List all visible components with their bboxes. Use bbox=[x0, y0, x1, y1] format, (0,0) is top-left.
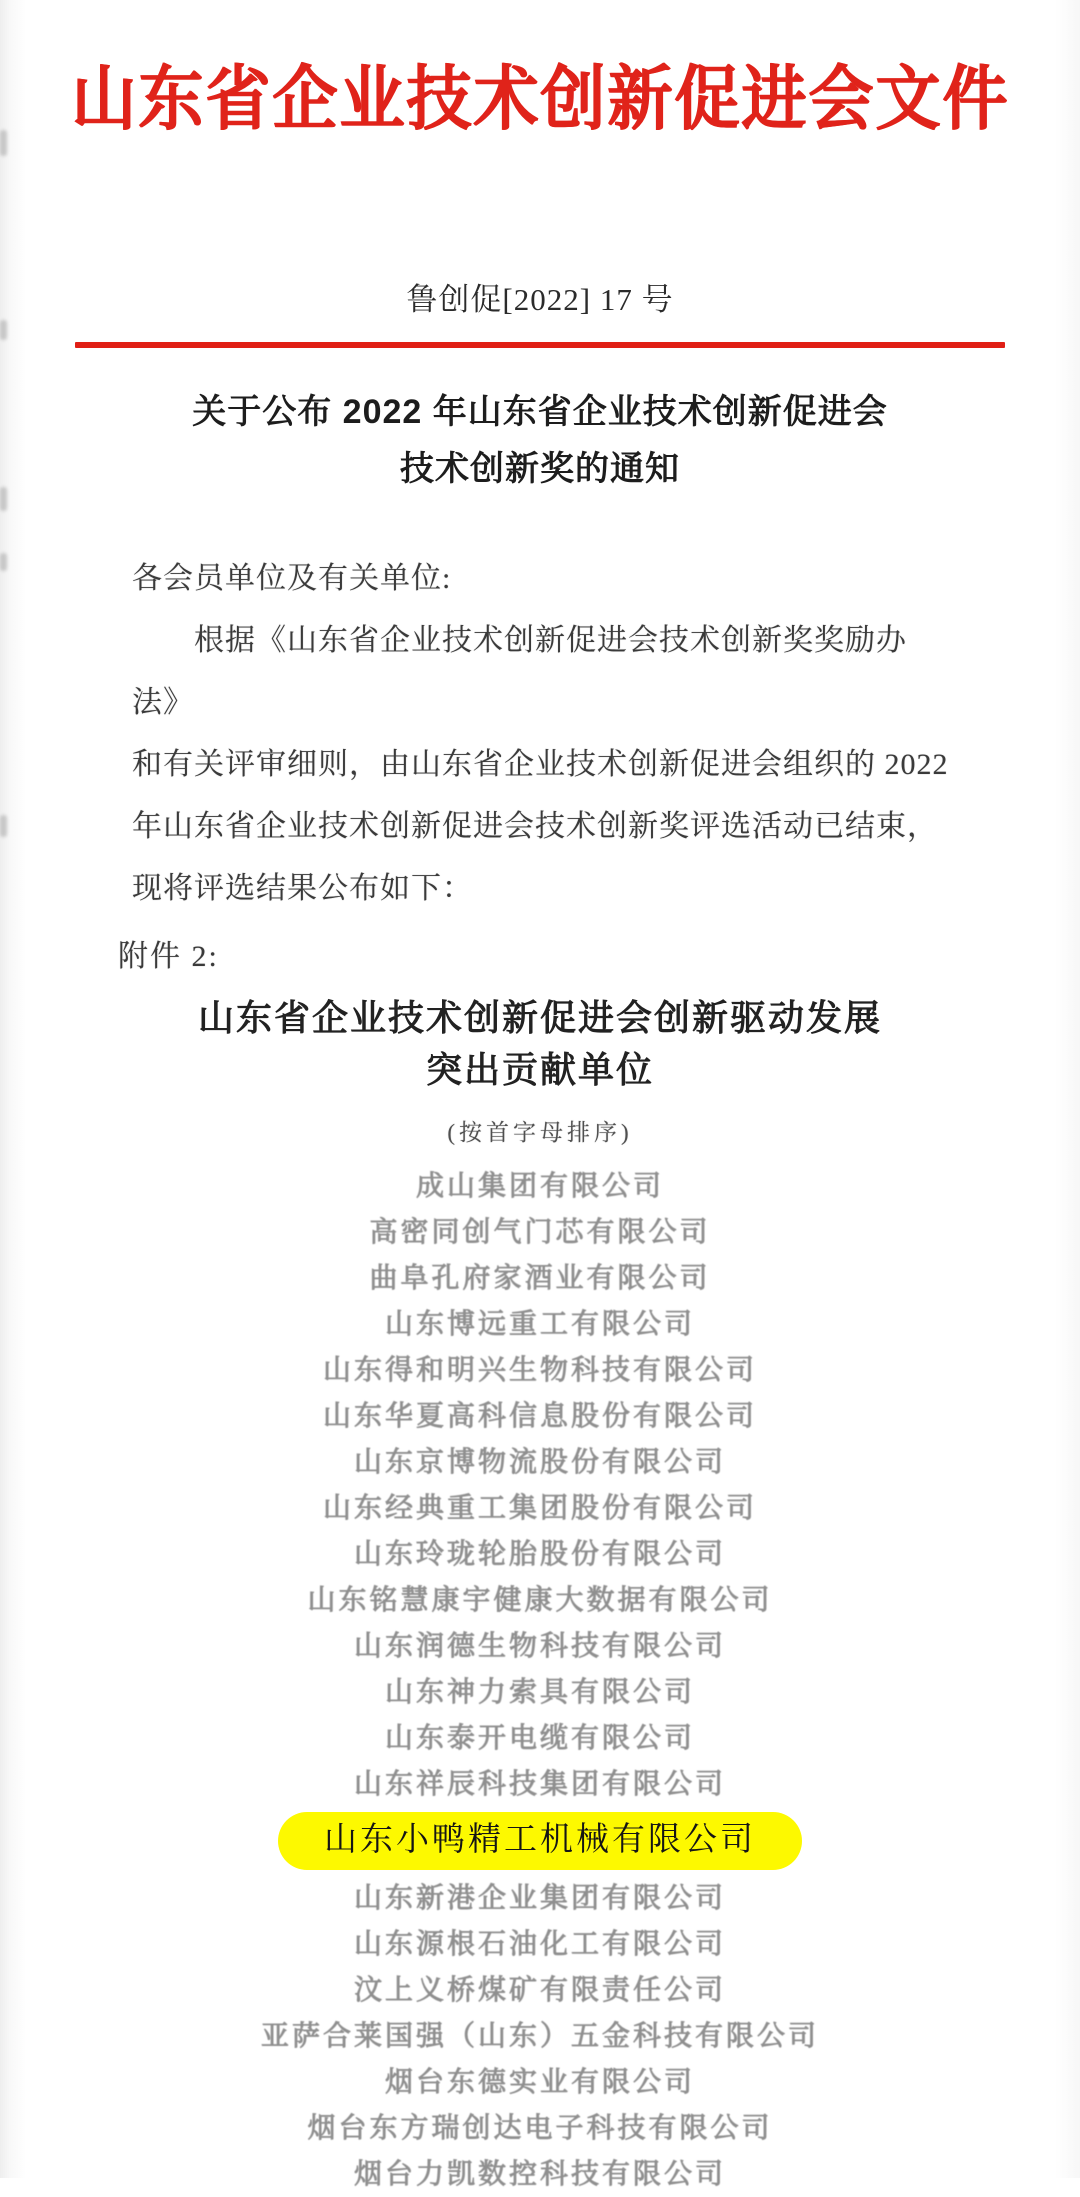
list-item bbox=[0, 1347, 1080, 1393]
company-name: 烟台东方瑞创达电子科技有限公司 bbox=[307, 2112, 773, 2143]
notice-title-line1: 关于公布 2022 年山东省企业技术创新促进会 bbox=[192, 393, 888, 431]
list-item bbox=[0, 1812, 1080, 1870]
scan-artifact bbox=[0, 815, 7, 837]
notice-title-line2: 技术创新奖的通知 bbox=[400, 450, 680, 488]
list-item bbox=[0, 1439, 1080, 1485]
list-item bbox=[0, 1531, 1080, 1577]
red-header-title: 山东省企业技术创新促进会文件 bbox=[70, 61, 1009, 140]
body-line: 年山东省企业技术创新促进会技术创新奖评选活动已结束， bbox=[132, 810, 938, 843]
list-item bbox=[0, 1485, 1080, 1531]
list-item bbox=[0, 1967, 1080, 2013]
body-line: 和有关评审细则，由山东省企业技术创新促进会组织的 2022 bbox=[132, 748, 949, 781]
company-name: 山东京博物流股份有限公司 bbox=[353, 1446, 726, 1477]
list-item bbox=[0, 2013, 1080, 2059]
list-item bbox=[0, 1669, 1080, 1715]
body-line: 现将评选结果公布如下： bbox=[132, 872, 473, 905]
scan-artifact bbox=[0, 320, 7, 340]
document-number: 鲁创促[2022] 17 号 bbox=[406, 282, 674, 317]
sort-order-note: (按首字母排序) bbox=[447, 1120, 633, 1145]
list-item bbox=[0, 2059, 1080, 2105]
list-item bbox=[0, 1393, 1080, 1439]
company-name: 山东润德生物科技有限公司 bbox=[353, 1630, 726, 1661]
company-name: 山东华夏高科信息股份有限公司 bbox=[322, 1400, 757, 1431]
company-name: 烟台力凯数控科技有限公司 bbox=[353, 2158, 726, 2189]
company-name: 山东得和明兴生物科技有限公司 bbox=[322, 1354, 757, 1385]
company-name: 汶上义桥煤矿有限责任公司 bbox=[353, 1974, 726, 2005]
company-name: 山东小鸭精工机械有限公司 bbox=[278, 1812, 802, 1870]
scan-artifact bbox=[0, 487, 7, 511]
notice-body bbox=[132, 548, 952, 920]
scan-artifact bbox=[0, 553, 7, 571]
red-divider-rule bbox=[75, 342, 1005, 348]
list-item bbox=[0, 1163, 1080, 1209]
company-name: 山东神力索具有限公司 bbox=[384, 1676, 695, 1707]
list-item bbox=[0, 1761, 1080, 1807]
company-name: 山东源根石油化工有限公司 bbox=[353, 1928, 726, 1959]
body-line: 根据《山东省企业技术创新促进会技术创新奖奖励办法》 bbox=[132, 624, 907, 719]
attachment-label: 附件 2: bbox=[118, 940, 219, 973]
company-list bbox=[0, 1163, 1080, 2197]
company-name: 曲阜孔府家酒业有限公司 bbox=[369, 1262, 711, 1293]
company-name: 山东博远重工有限公司 bbox=[384, 1308, 695, 1339]
list-item bbox=[0, 2105, 1080, 2151]
list-item bbox=[0, 1715, 1080, 1761]
company-name: 亚萨合莱国强（山东）五金科技有限公司 bbox=[260, 2020, 819, 2051]
list-item bbox=[0, 1209, 1080, 1255]
company-name: 山东新港企业集团有限公司 bbox=[353, 1882, 726, 1913]
list-item bbox=[0, 1875, 1080, 1921]
attachment-title-line2: 突出贡献单位 bbox=[425, 1049, 654, 1090]
list-item bbox=[0, 1301, 1080, 1347]
company-name: 山东铭慧康宇健康大数据有限公司 bbox=[307, 1584, 773, 1615]
list-item bbox=[0, 2151, 1080, 2197]
company-name: 山东祥辰科技集团有限公司 bbox=[353, 1768, 726, 1799]
list-item bbox=[0, 1623, 1080, 1669]
salutation: 各会员单位及有关单位: bbox=[132, 562, 452, 595]
list-item bbox=[0, 1255, 1080, 1301]
list-item bbox=[0, 1921, 1080, 1967]
company-name: 烟台东德实业有限公司 bbox=[384, 2066, 695, 2097]
company-name: 山东玲珑轮胎股份有限公司 bbox=[353, 1538, 726, 1569]
company-name: 成山集团有限公司 bbox=[415, 1170, 664, 1201]
attachment-title-line1: 山东省企业技术创新促进会创新驱动发展 bbox=[197, 997, 882, 1038]
company-name: 高密同创气门芯有限公司 bbox=[369, 1216, 711, 1247]
list-item bbox=[0, 1577, 1080, 1623]
attachment-title bbox=[0, 992, 1080, 1096]
company-name: 山东泰开电缆有限公司 bbox=[384, 1722, 695, 1753]
notice-title bbox=[0, 384, 1080, 498]
company-name: 山东经典重工集团股份有限公司 bbox=[322, 1492, 757, 1523]
